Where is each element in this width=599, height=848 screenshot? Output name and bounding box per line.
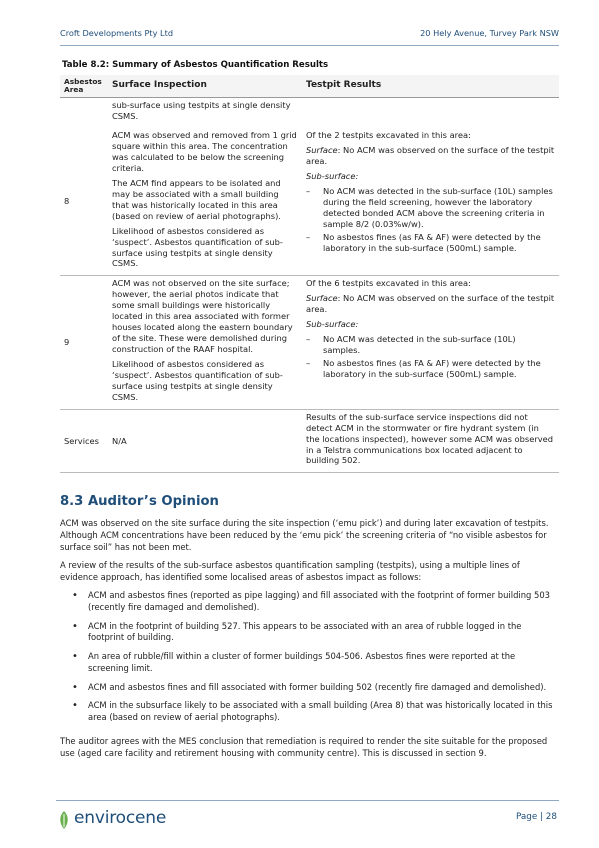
- list-item: – No ACM was detected in the sub-surface (10L) samples.: [306, 334, 555, 356]
- table-header-row: [60, 75, 559, 98]
- list-item: • ACM in the footprint of building 527. This appears to be associated with an area of rubble logged in the footprint of building.: [60, 621, 556, 645]
- header-divider: [60, 45, 559, 46]
- table-row-area-8: [60, 128, 559, 276]
- list-item: – No asbestos fines (as FA & AF) were detected by the laboratory in the sub-surface (500mL) sample.: [306, 232, 555, 254]
- auditor-findings-list: [60, 590, 556, 731]
- list-item: • ACM and asbestos fines (reported as pipe lagging) and fill associated with the footprint of former building 503 (recently fire damaged and demolished).: [60, 590, 556, 614]
- table-caption: Table 8.2: Summary of Asbestos Quantification Results: [62, 60, 329, 70]
- logo-wordmark: envirocene: [74, 808, 167, 828]
- testpit-results-cell: Of the 2 testpits excavated in this area: Surface: No ACM was observed on the surface of the testpit area. Sub-surface: – No ACM was detected in the sub-surface (10L) samples during the field screening, however the laboratory detected bonded ACM above the screening criteria in sample 8/2 (0.03%w/w). – No asbestos fines (as FA & AF) were detected by the laboratory in the sub-surface (500mL) sample.: [302, 128, 559, 276]
- testpit-results-cell: Results of the sub-surface service inspections did not detect ACM in the stormwater or fire hydrant system (in the locations inspected), however some ACM was observed in a Telstra communications box located adjacent to building 502.: [302, 409, 559, 473]
- table-row-services: [60, 409, 559, 473]
- header-testpit-results: Testpit Results: [302, 75, 559, 98]
- list-item: – No ACM was detected in the sub-surface (10L) samples during the field screening, however the laboratory detected bonded ACM above the screening criteria in sample 8/2 (0.03%w/w).: [306, 186, 555, 230]
- header-surface-inspection: Surface Inspection: [108, 75, 302, 98]
- surface-inspection-cell: ACM was not observed on the site surface; however, the aerial photos indicate that some small buildings were historically located in this area associated with former houses located along the eastern boundary of the site. These were demolished during construction of the RAAF hospital. Likelihood of asbestos considered as ‘suspect’. Asbestos quantification of sub-surface using testpits at single density CSMS.: [108, 276, 302, 409]
- subsurface-list: [306, 186, 555, 254]
- page-number: Page | 28: [515, 812, 557, 822]
- surface-inspection-cell: N/A: [108, 409, 302, 473]
- header-asbestos-area: Asbestos Area: [60, 75, 108, 98]
- section-heading: 8.3 Auditor’s Opinion: [60, 494, 219, 509]
- area-label: 9: [60, 276, 108, 409]
- paragraph-3: The auditor agrees with the MES conclusion that remediation is required to render the site suitable for the proposed use (aged care facility and retirement housing with community centre). This is discussed in section 9.: [60, 736, 548, 758]
- asbestos-quantification-table: [60, 75, 559, 473]
- paragraph-1: ACM was observed on the site surface during the site inspection (‘emu pick’) and during later excavation of testpits. Although ACM concentrations have been reduced by the ‘emu pick’ the screening criteria of “no visible asbestos for surface soil” has not been met.: [60, 518, 549, 552]
- list-item: – No asbestos fines (as FA & AF) were detected by the laboratory in the sub-surface (500mL) sample.: [306, 358, 555, 380]
- area-label: 8: [60, 128, 108, 276]
- area-label: Services: [60, 409, 108, 473]
- testpit-results-cell: Of the 6 testpits excavated in this area: Surface: No ACM was observed on the surface of the testpit area. Sub-surface: – No ACM was detected in the sub-surface (10L) samples. – No asbestos fines (as FA & AF) were detected by the laboratory in the sub-surface (500mL) sample.: [302, 276, 559, 409]
- footer-divider: [56, 800, 559, 801]
- list-item: • An area of rubble/fill within a cluster of former buildings 504-506. Asbestos fines were reported at the screening limit.: [60, 651, 556, 675]
- table-row-continued: [60, 98, 559, 128]
- list-item: • ACM in the subsurface likely to be associated with a small building (Area 8) that was historically located in this area (based on review of aerial photographs).: [60, 700, 556, 724]
- list-item: • ACM and asbestos fines and fill associated with former building 502 (recently fire damaged and demolished).: [60, 682, 556, 694]
- header-company: Croft Developments Pty Ltd: [60, 28, 174, 38]
- page-header: [60, 28, 559, 42]
- continued-text: sub-surface using testpits at single density CSMS.: [112, 100, 291, 122]
- surface-inspection-cell: ACM was observed and removed from 1 grid square within this area. The concentration was calculated to be below the screening criteria. The ACM find appears to be isolated and may be associated with a small building that was historically located in this area (based on review of aerial photographs). Likelihood of asbestos considered as ‘suspect’. Asbestos quantification of sub-surface using testpits at single density CSMS.: [108, 128, 302, 276]
- header-address: 20 Hely Avenue, Turvey Park NSW: [420, 28, 559, 38]
- leaf-icon: [56, 810, 72, 830]
- subsurface-list: [306, 334, 555, 380]
- paragraph-2: A review of the results of the sub-surface asbestos quantification sampling (testpits), using a multiple lines of evidence approach, has identified some localised areas of asbestos impact as follows:: [60, 560, 520, 582]
- table-row-area-9: [60, 276, 559, 409]
